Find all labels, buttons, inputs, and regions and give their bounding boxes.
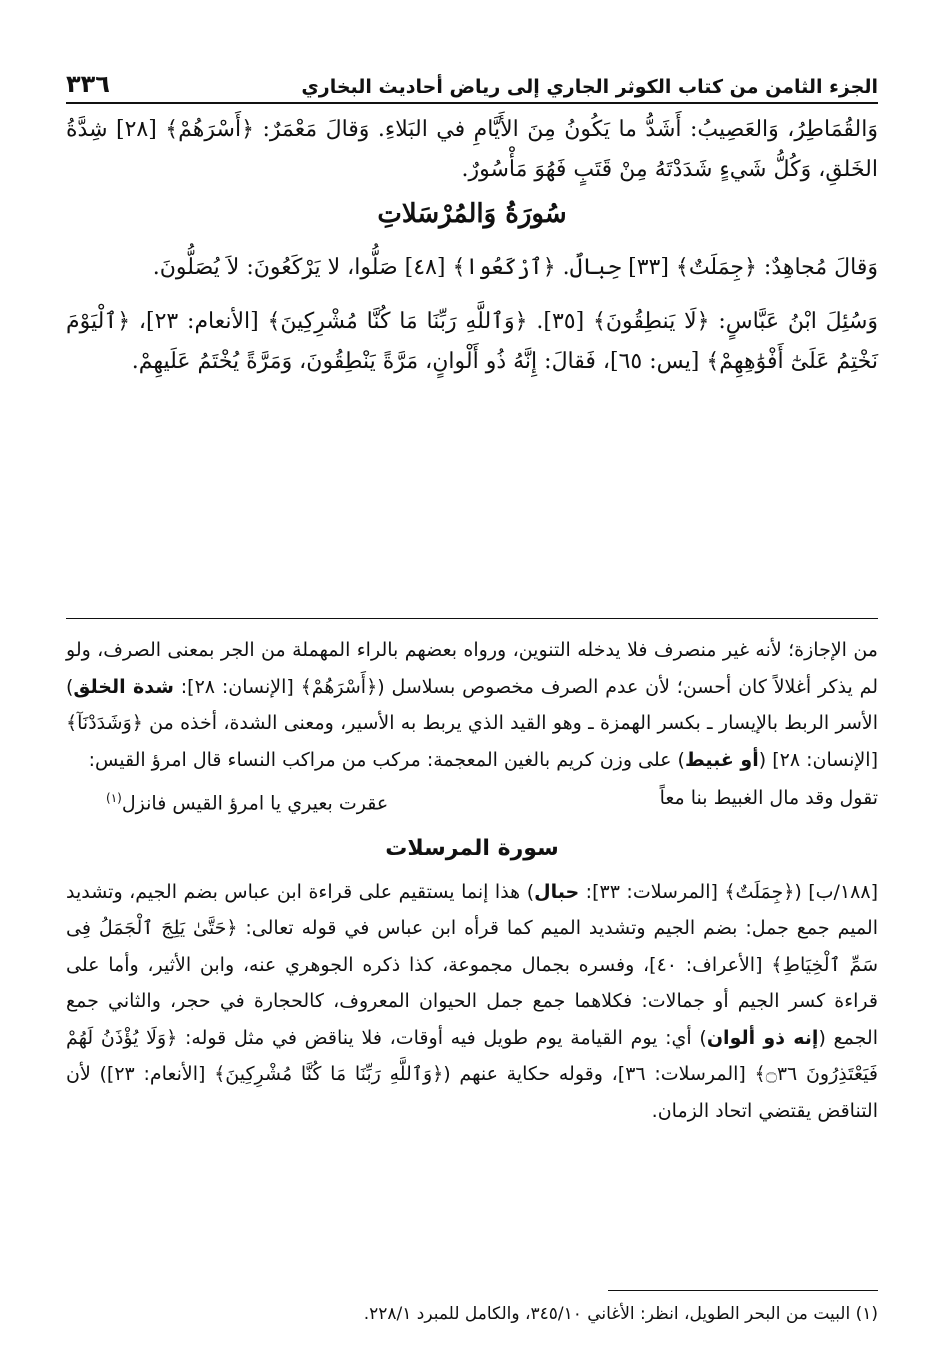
main-text [66, 110, 878, 382]
commentary-text-segment: من الإجازة؛ لأنه غير منصرف فلا يدخله التنوين، ورواه بعضهم بالراء المهملة من الجر بمعنى الصرف، ولو لم يذكر أغلالاً كان أحسن؛ لأن عدم الصرف مخصوص بسلاسل (﴿أَسْرَهُمْ﴾ [الإنسان: ٢٨]: [66, 639, 878, 698]
poetry-verse [66, 778, 878, 823]
running-title: الجزء الثامن من كتاب الكوثر الجاري إلى رياض أحاديث البخاري [301, 76, 878, 98]
commentary-bold-term: أو غبيط [684, 748, 759, 771]
commentary-paragraph-2 [66, 874, 878, 1130]
commentary-text-segment: ) أي: يوم القيامة يوم طويل فيه أوقات، فلا يناقض في مثل قوله: ﴿وَلَا يُؤْذَنُ لَهُمْ فَيَعْتَذِرُونَ ۝٣٦﴾ [المرسلات: ٣٦]، وقوله حكاية عنهم (﴿وَٱللَّهِ رَبِّنَا مَا كُنَّا مُشْرِكِينَ﴾ [الأنعام: ٢٣]) لأن التناقض يقتضي اتحاد الزمان. [66, 1026, 878, 1122]
commentary-separator [66, 618, 878, 619]
commentary-text [66, 632, 878, 1129]
page-header [66, 54, 878, 104]
commentary-text-segment: ) على وزن كريم بالغين المعجمة: مركب من مراكب النساء قال امرؤ القيس: [88, 748, 685, 771]
commentary-sura-heading: سورة المرسلات [385, 836, 559, 862]
commentary-paragraph-1 [66, 632, 878, 778]
footnote-separator [608, 1290, 878, 1291]
commentary-text-segment: ) هذا إنما يستقيم على قراءة ابن عباس بضم الجيم، وتشديد الميم جمع جمل: بضم الجيم وتشديد الميم كما قرأه ابن عباس في قوله تعالى: ﴿حَتَّىٰ يَلِجَ ٱلْجَمَلُ فِى سَمِّ ٱلْخِيَاطِ﴾ [الأعراف: ٤٠]، وفسره بجمال مجموعة، كذا ذكره الجوهري عنه، وابن الأثير، وأما على قراءة كسر الجيم أو جمالات: فكلاهما جمع جمل الحيوان المعروف، كالحجارة في حجر، والثاني جمع الجمع ( [66, 880, 878, 1049]
commentary-bold-term: شدة الخلق [73, 675, 174, 698]
footnote-marker: (١) [106, 791, 122, 805]
footnote: (١) البيت من البحر الطويل، انظر: الأغاني ٣٤٥/١٠، والكامل للمبرد ٢٢٨/١. [363, 1304, 878, 1324]
book-page [66, 54, 879, 1324]
verse-second-hemistich-text: عقرت بعيري يا امرؤ القيس فانزل [121, 792, 389, 815]
matn-paragraph-1: وَالقُمَاطِرُ، وَالعَصِيبُ: أَشَدُّ ما يَكُونُ مِنَ الأَيَّامِ في البَلاءِ. وَقالَ مَعْمَرٌ: ﴿أَسْرَهُمْ﴾ [٢٨] شِدَّةُ الخَلقِ، وَكُلُّ شَيءٍ شَدَدْتَهُ مِنْ قَتَبٍ فَهُوَ مَأْسُورٌ. [66, 117, 879, 182]
matn-paragraph-3: وَسُئِلَ ابْنُ عَبَّاسٍ: ﴿لَا يَنطِقُونَ﴾ [٣٥]. ﴿وَٱللَّهِ رَبِّنَا مَا كُنَّا مُشْرِكِينَ﴾ [الأنعام: ٢٣]، ﴿ٱلْيَوْمَ نَخْتِمُ عَلَىٰٓ أَفْوَٰهِهِمْ﴾ [يس: ٦٥]، فَقالَ: إِنَّهُ ذُو أَلْوانٍ، مَرَّةً يَنْطِقُونَ، وَمَرَّةً يُخْتَمُ عَلَيهِمْ. [66, 309, 878, 374]
commentary-bold-term: حبال [534, 880, 580, 903]
commentary-text-segment: [١٨٨/ب] (﴿جِمَلَتٌ﴾ [المرسلات: ٣٣]: [579, 880, 878, 903]
verse-second-hemistich [106, 778, 388, 823]
matn-paragraph-2: وَقالَ مُجاهِدٌ: ﴿جِمَلَتٌ﴾ [٣٣] حِبالٌ. ﴿ٱرْكَعُوا﴾ [٤٨] صَلُّوا، لا يَرْكَعُونَ: لاَ يُصَلُّونَ. [152, 255, 878, 280]
commentary-text-segment: ) الأسر الربط بالإيسار ـ بكسر الهمزة ـ وهو القيد الذي يربط به الأسير، ومعنى الشدة، أخذه من ﴿وَشَدَدْنَآ﴾ [الإنسان: ٢٨] ( [66, 675, 878, 771]
page-number: ٣٣٦ [66, 70, 110, 98]
commentary-bold-term: إنه ذو ألوان [706, 1026, 819, 1049]
sura-heading: سُورَةُ وَالمُرْسَلاتِ [377, 199, 567, 229]
verse-first-hemistich: تقول وقد مال الغبيط بنا معاً [659, 787, 878, 809]
